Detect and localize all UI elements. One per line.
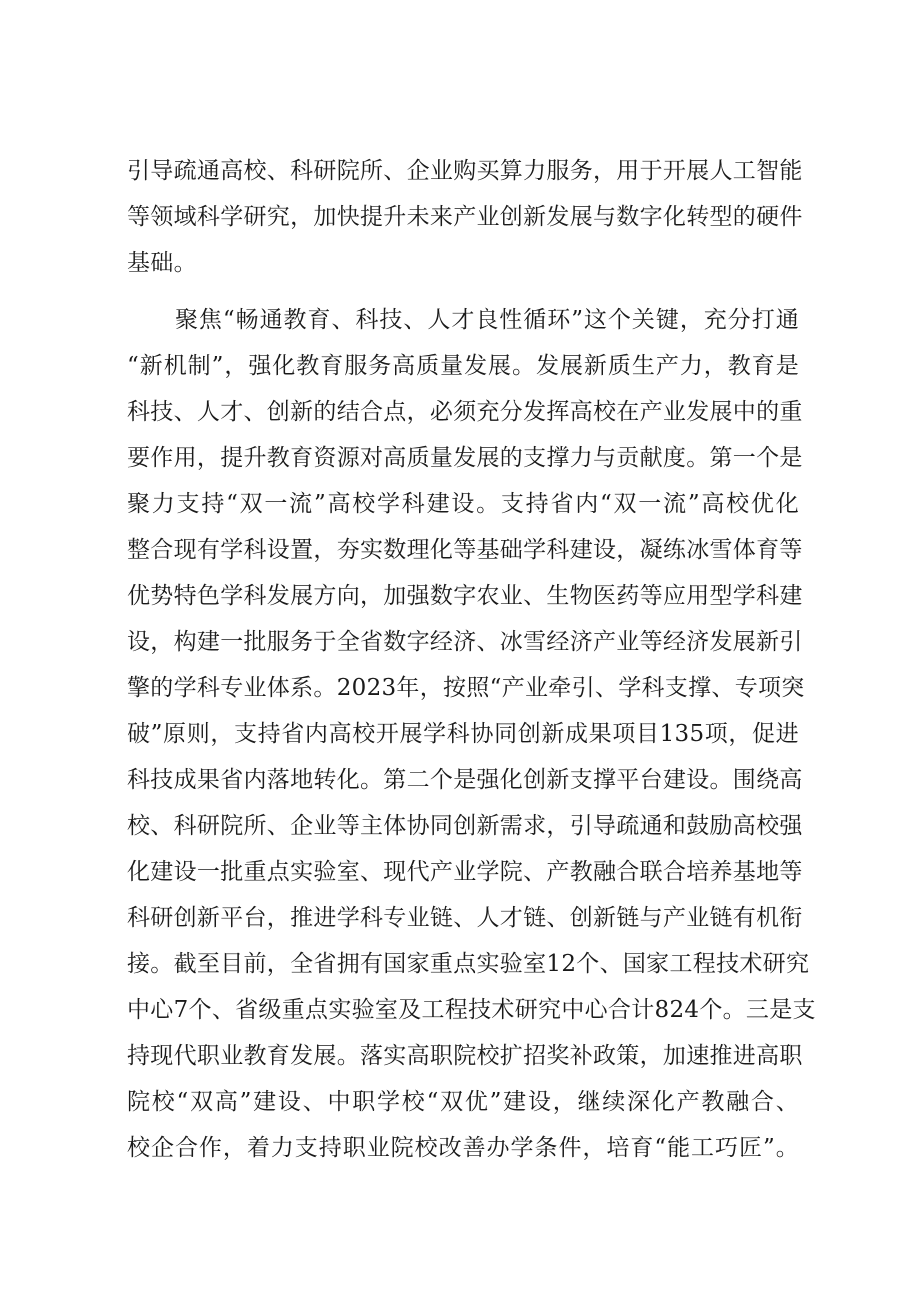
text-line: 整合现有学科设置，夯实数理化等基础学科建设，凝练冰雪体育等 [127,537,803,563]
text-line: “新机制”，强化教育服务高质量发展。发展新质生产力，教育是 [127,353,799,379]
text-line: 破”原则，支持省内高校开展学科协同创新成果项目135项，促进 [127,721,799,747]
text-line: 聚焦“畅通教育、科技、人才良性循环”这个关键，充分打通 [127,307,799,333]
text-line: 科技、人才、创新的结合点，必须充分发挥高校在产业发展中的重 [127,399,803,425]
text-line: 设，构建一批服务于全省数字经济、冰雪经济产业等经济发展新引 [127,629,803,655]
text-line: 引导疏通高校、科研院所、企业购买算力服务，用于开展人工智能 [127,158,803,184]
paragraph-2 [127,297,816,1171]
text-line: 校、科研院所、企业等主体协同创新需求，引导疏通和鼓励高校强 [127,813,803,839]
text-line: 校企合作，着力支持职业院校改善办学条件，培育“能工巧匠”。 [127,1135,799,1161]
document-body [127,148,816,1171]
text-line: 擎的学科专业体系。2023年，按照“产业牵引、学科支撑、专项突 [127,675,805,701]
text-line: 优势特色学科发展方向，加强数字农业、生物医药等应用型学科建 [127,583,803,609]
text-line: 要作用，提升教育资源对高质量发展的支撑力与贡献度。第一个是 [127,445,803,471]
text-line: 科研创新平台，推进学科专业链、人才链、创新链与产业链有机衔 [127,905,803,931]
text-line: 基础。 [127,250,197,276]
text-line: 等领域科学研究，加快提升未来产业创新发展与数字化转型的硬件 [127,204,803,230]
paragraph-1 [127,148,803,286]
text-line: 化建设一批重点实验室、现代产业学院、产教融合联合培养基地等 [127,859,803,885]
text-line: 聚力支持“双一流”高校学科建设。支持省内“双一流”高校优化 [127,491,799,517]
text-line: 中心7个、省级重点实验室及工程技术研究中心合计824个。三是支 [127,997,816,1023]
text-line: 院校“双高”建设、中职学校“双优”建设，继续深化产教融合、 [127,1089,799,1115]
text-line: 持现代职业教育发展。落实高职院校扩招奖补政策，加速推进高职 [127,1043,803,1069]
text-line: 接。截至目前，全省拥有国家重点实验室12个、国家工程技术研究 [127,951,810,977]
text-line: 科技成果省内落地转化。第二个是强化创新支撑平台建设。围绕高 [127,767,803,793]
